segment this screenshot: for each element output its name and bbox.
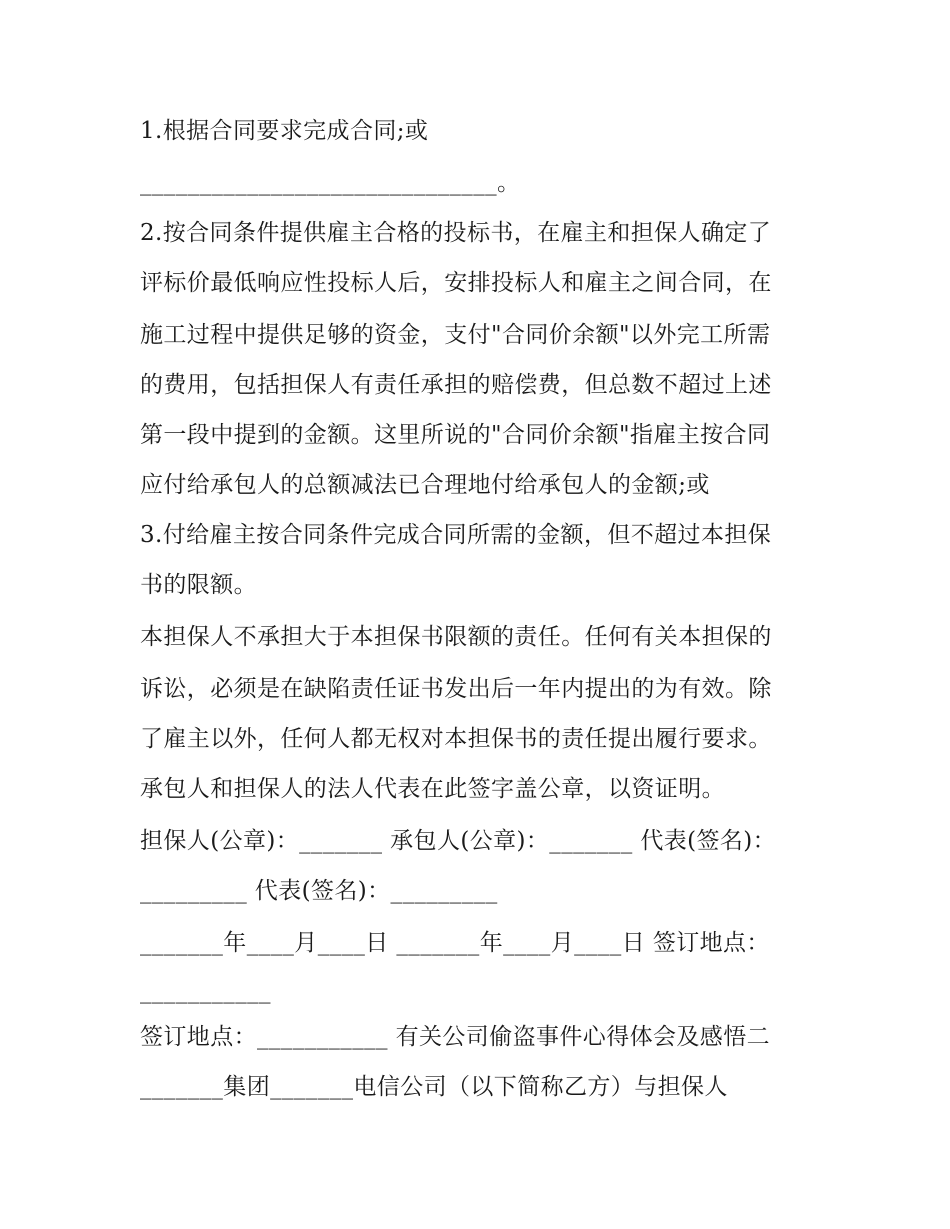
liability-line-2: 诉讼，必须是在缺陷责任证书发出后一年内提出的为有效。除 [140,676,772,702]
location-blank-line: ___________ [140,978,271,1004]
clause-2-line-6: 应付给承包人的总额减法已合理地付给承包人的金额;或 [140,472,710,498]
liability-line-1: 本担保人不承担大于本担保书限额的责任。任何有关本担保的 [140,624,772,650]
clause-3-line-2: 书的限额。 [140,572,257,598]
clause-2-line-2: 评标价最低响应性投标人后，安排投标人和雇主之间合同，在 [140,270,772,296]
location-line: 签订地点：___________ 有关公司偷盗事件心得体会及感悟二 [140,1024,771,1050]
clause-2-line-3: 施工过程中提供足够的资金，支付"合同价余额"以外完工所需 [140,322,771,348]
clause-1-line: 1.根据合同要求完成合同;或 [140,118,429,144]
signature-statement: 承包人和担保人的法人代表在此签字盖公章，以资证明。 [140,776,725,802]
date-line: _______年____月____日 _______年____月____日 签订地点： [140,930,770,956]
clause-2-line-5: 第一段中提到的金额。这里所说的"合同价余额"指雇主按合同 [140,422,771,448]
blank-line: ______________________________。 [140,170,521,196]
signature-parties-line: 担保人(公章)：_______ 承包人(公章)：_______ 代表(签名)： [140,828,777,854]
clause-3-line-1: 3.付给雇主按合同条件完成合同所需的金额，但不超过本担保 [140,522,772,548]
liability-line-3: 了雇主以外，任何人都无权对本担保书的责任提出履行要求。 [140,726,772,752]
signature-representative-line: _________ 代表(签名)：_________ [140,878,498,904]
clause-2-line-1: 2.按合同条件提供雇主合格的投标书，在雇主和担保人确定了 [140,220,772,246]
contract-intro-line: _______集团_______电信公司（以下简称乙方）与担保人 [140,1074,728,1100]
clause-2-line-4: 的费用，包括担保人有责任承担的赔偿费，但总数不超过上述 [140,372,772,398]
